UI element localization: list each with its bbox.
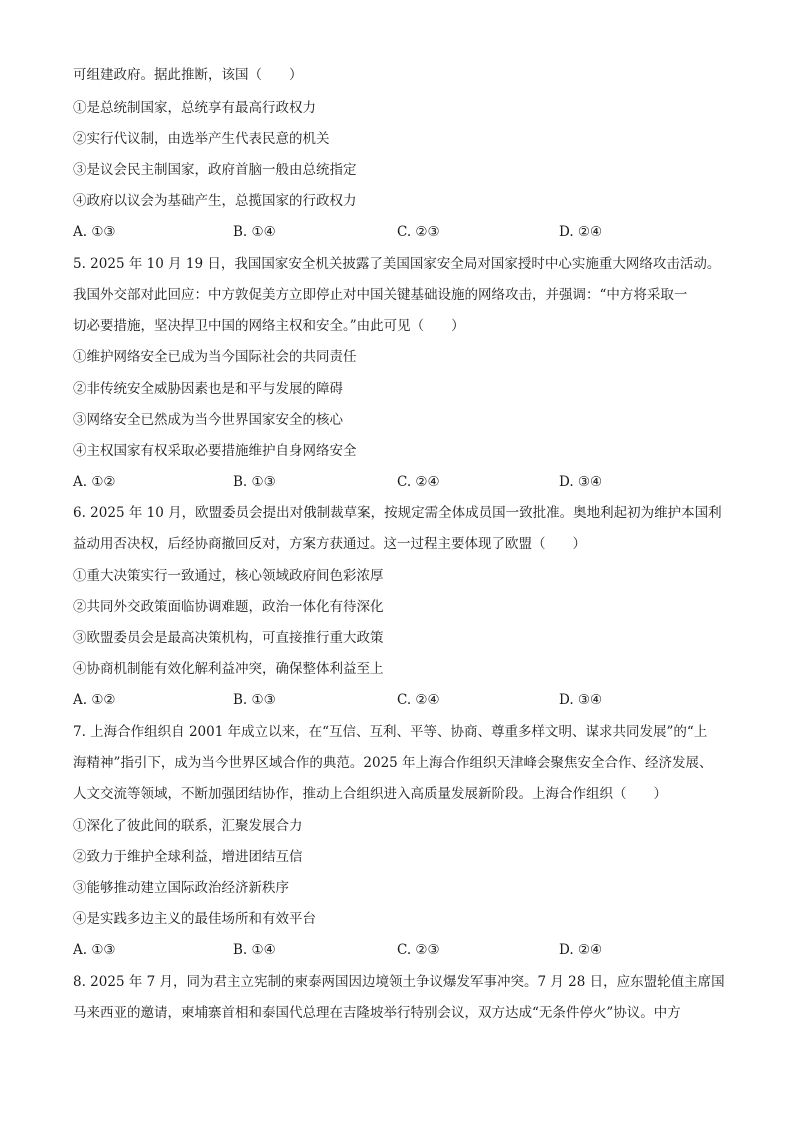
q6-statement-3: ③欧盟委员会是最高决策机构，可直接推行重大政策 [73,630,384,646]
q7-option-c: C. ②③ [397,942,440,958]
q4-option-b: B. ①④ [233,224,276,240]
q7-stem-line-3: 人文交流等领域，不断加强团结协作，推动上合组织进入高质量发展新阶段。上海合作组织（ ） [73,786,667,802]
q4-option-c: C. ②③ [397,224,440,240]
q8-stem-line-2: 马来西亚的邀请，柬埔寨首相和泰国代总理在吉隆坡举行特别会议，双方达成“无条件停火”协议。中方 [73,1005,681,1021]
q4-options [73,223,733,241]
q7-stem-line-2: 海精神”指引下，成为当今世界区域合作的典范。2025 年上海合作组织天津峰会聚焦安全合作、经济发展、 [73,755,713,771]
q6-stem-line-2: 益动用否决权，后经协商撤回反对，方案方获通过。这一过程主要体现了欧盟（ ） [73,536,586,552]
q4-option-d: D. ②④ [559,224,603,240]
q6-option-b: B. ①③ [233,692,276,708]
q5-option-c: C. ②④ [397,474,440,490]
q6-option-d: D. ③④ [559,692,603,708]
q6-option-a: A. ①② [73,692,116,708]
q6-statement-4: ④协商机制能有效化解利益冲突，确保整体利益至上 [73,661,384,677]
q7-options [73,941,733,959]
q5-stem-line-1: 5. 2025 年 10 月 19 日，我国国家安全机关披露了美国国家安全局对国家授时中心实施重大网络攻击活动。 [73,256,721,272]
q4-statement-4: ④政府以议会为基础产生，总揽国家的行政权力 [73,193,357,209]
q4-statement-3: ③是议会民主制国家，政府首脑一般由总统指定 [73,162,357,178]
q8-stem-line-1: 8. 2025 年 7 月，同为君主立宪制的柬泰两国因边境领土争议爆发军事冲突。7 月 28 日，应东盟轮值主席国 [73,974,725,990]
q7-option-d: D. ②④ [559,942,603,958]
q5-statement-1: ①维护网络安全已成为当今国际社会的共同责任 [73,349,357,365]
q5-statement-4: ④主权国家有权采取必要措施维护自身网络安全 [73,443,357,459]
q7-option-b: B. ①④ [233,942,276,958]
q6-options [73,691,733,709]
q6-statement-2: ②共同外交政策面临协调难题，政治一体化有待深化 [73,599,384,615]
q4-statement-2: ②实行代议制，由选举产生代表民意的机关 [73,131,330,147]
q5-stem-line-2: 我国外交部对此回应：中方敦促美方立即停止对中国关键基础设施的网络攻击，并强调：“中方将采取一 [73,287,688,303]
q5-options [73,473,733,491]
q7-statement-4: ④是实践多边主义的最佳场所和有效平台 [73,911,316,927]
q6-statement-1: ①重大决策实行一致通过，核心领域政府间色彩浓厚 [73,568,384,584]
q7-statement-1: ①深化了彼此间的联系，汇聚发展合力 [73,818,303,834]
q6-option-c: C. ②④ [397,692,440,708]
q5-statement-3: ③网络安全已然成为当今世界国家安全的核心 [73,412,343,428]
q6-stem-line-1: 6. 2025 年 10 月，欧盟委员会提出对俄制裁草案，按规定需全体成员国一致批准。奥地利起初为维护本国利 [73,505,722,521]
q7-statement-2: ②致力于维护全球利益，增进团结互信 [73,849,303,865]
q7-option-a: A. ①③ [73,942,116,958]
q5-option-d: D. ③④ [559,474,603,490]
q5-option-b: B. ①③ [233,474,276,490]
q4-stem-continuation: 可组建政府。据此推断，该国（ ） [73,67,303,83]
q4-statement-1: ①是总统制国家，总统享有最高行政权力 [73,100,316,116]
q7-statement-3: ③能够推动建立国际政治经济新秩序 [73,880,289,896]
q5-statement-2: ②非传统安全威胁因素也是和平与发展的障碍 [73,381,343,397]
q7-stem-line-1: 7. 上海合作组织自 2001 年成立以来，在“互信、互利、平等、协商、尊重多样文明、谋求共同发展”的“上 [73,724,708,740]
q4-option-a: A. ①③ [73,224,116,240]
q5-option-a: A. ①② [73,474,116,490]
q5-stem-line-3: 切必要措施，坚决捍卫中国的网络主权和安全。”由此可见（ ） [73,318,465,334]
